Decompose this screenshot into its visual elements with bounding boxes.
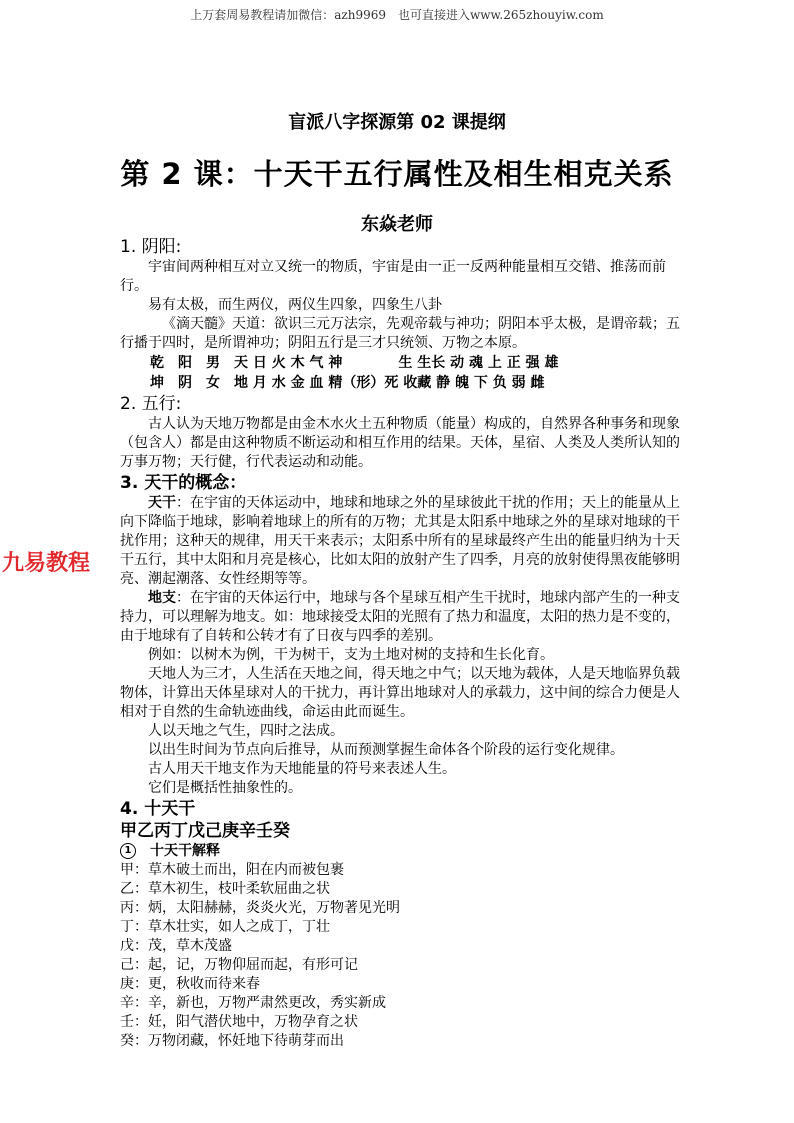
section-shitiangan-heading: 4. 十天干 [120, 799, 196, 819]
tiangan-label: 天干 [148, 495, 176, 511]
list-item: 壬：妊，阳气潜伏地中，万物孕育之状 [120, 1014, 358, 1030]
subsection-title: 十天干解释 [150, 843, 220, 859]
list-item: 辛：辛，新也，万物严肃然更改，秀实新成 [120, 995, 386, 1011]
list-item: 己：起，记，万物仰屈而起，有形可记 [120, 957, 358, 973]
list-item: 庚：更，秋收而待来春 [120, 976, 260, 992]
watermark-logo: 九易教程 [2, 551, 91, 576]
circled-number: 1 [120, 843, 136, 859]
list-item: 丙：炳，太阳赫赫，炎炎火光，万物著见光明 [120, 900, 400, 916]
paragraph: 例如：以树木为例，干为树干，支为土地对树的支持和生长化育。 [148, 647, 554, 663]
page-header: 上万套周易教程请加微信：azh9969 也可直接进入www.265zhouyiw.com [190, 8, 604, 22]
dizhi-label: 地支 [148, 590, 176, 606]
list-item: 戊：茂，草木茂盛 [120, 938, 232, 954]
lesson-title: 第 2 课：十天干五行属性及相生相克关系 [120, 157, 674, 191]
paragraph: 古人用天干地支作为天地能量的符号来表述人生。 [148, 761, 456, 777]
paragraph: 以出生时间为节点向后推导，从而预测掌握生命体各个阶段的运行变化规律。 [148, 742, 624, 758]
dizhi-text: ：在宇宙的天体运行中，地球与各个星球互相产生干扰时，地球内部产生的一种支持力，可以理解为地支。如：地球接受太阳的光照有了热力和温度，太阳的热力是不变的，由于地球有了自转和公转才有了日夜与四季的差别。 [120, 590, 680, 644]
outline-title: 盲派八字探源第 02 课提纲 [288, 112, 506, 133]
section-wuxing-heading: 2. 五行: [120, 394, 182, 414]
paragraph: 它们是概括性抽象性的。 [148, 780, 302, 796]
section-yinyang-heading: 1. 阴阳: [120, 237, 182, 257]
paragraph: 天地人为三才，人生活在天地之间，得天地之中气；以天地为载体，人是天地临界负载物体，计算出天体星球对人的干扰力，再计算出地球对人的承载力，这中间的综合力便是人相对于自然的生命轨迹曲线，命运由此而诞生。 [120, 666, 680, 720]
list-item: 甲：草木破土而出，阳在内而被包裹 [120, 862, 344, 878]
document-body [120, 236, 680, 1051]
paragraph: 易有太极，而生两仪，两仪生四象，四象生八卦 [148, 297, 442, 313]
paragraph: 《滴天髓》天道：欲识三元万法宗，先观帝载与神功；阴阳本乎太极，是谓帝载；五行播于四时，是所谓神功；阴阳五行是三才只统领、万物之本原。 [120, 316, 680, 351]
paragraph: 宇宙间两种相互对立又统一的物质，宇宙是由一正一反两种能量相互交错、推荡而前行。 [120, 259, 666, 294]
list-item: 乙：草木初生，枝叶柔软屈曲之状 [120, 881, 330, 897]
yin-row: 坤 阴 女 地 月 水 金 血 精（形）死 收藏 静 魄 下 负 弱 雌 [150, 375, 545, 391]
paragraph: 人以天地之气生，四时之法成。 [148, 723, 344, 739]
list-item: 癸：万物闭藏，怀妊地下待萌芽而出 [120, 1033, 344, 1049]
tiangan-text: ：在宇宙的天体运动中，地球和地球之外的星球彼此干扰的作用；天上的能量从上向下降临于地球，影响着地球上的所有的万物；尤其是太阳系中地球之外的星球对地球的干扰作用；这种天的规律，用天干来表示；太阳系中所有的星球最终产生出的能量归纳为十天干五行，其中太阳和月亮是核心，比如太阳的放射产生了四季，月亮的放射使得黑夜能够明亮、潮起潮落、女性经期等等。 [120, 495, 680, 587]
list-item: 丁：草木壮实，如人之成丁，丁壮 [120, 919, 330, 935]
paragraph: 古人认为天地万物都是由金木水火土五种物质（能量）构成的，自然界各种事务和现象（包含人）都是由这种物质不断运动和相互作用的结果。天体，星宿、人类及人类所认知的万事万物；天行健，行代表运动和动能。 [120, 416, 680, 470]
subsection-heading [120, 842, 680, 861]
paragraph-tiangan [120, 494, 680, 589]
paragraph-dizhi [120, 589, 680, 646]
section-tiangan-heading: 3. 天干的概念： [120, 473, 247, 493]
yang-row: 乾 阳 男 天 日 火 木 气 神 生 生长 动 魂 上 正 强 雄 [150, 355, 559, 371]
tiangan-list: 甲乙丙丁戊己庚辛壬癸 [120, 821, 290, 841]
teacher-name: 东焱老师 [361, 214, 433, 235]
